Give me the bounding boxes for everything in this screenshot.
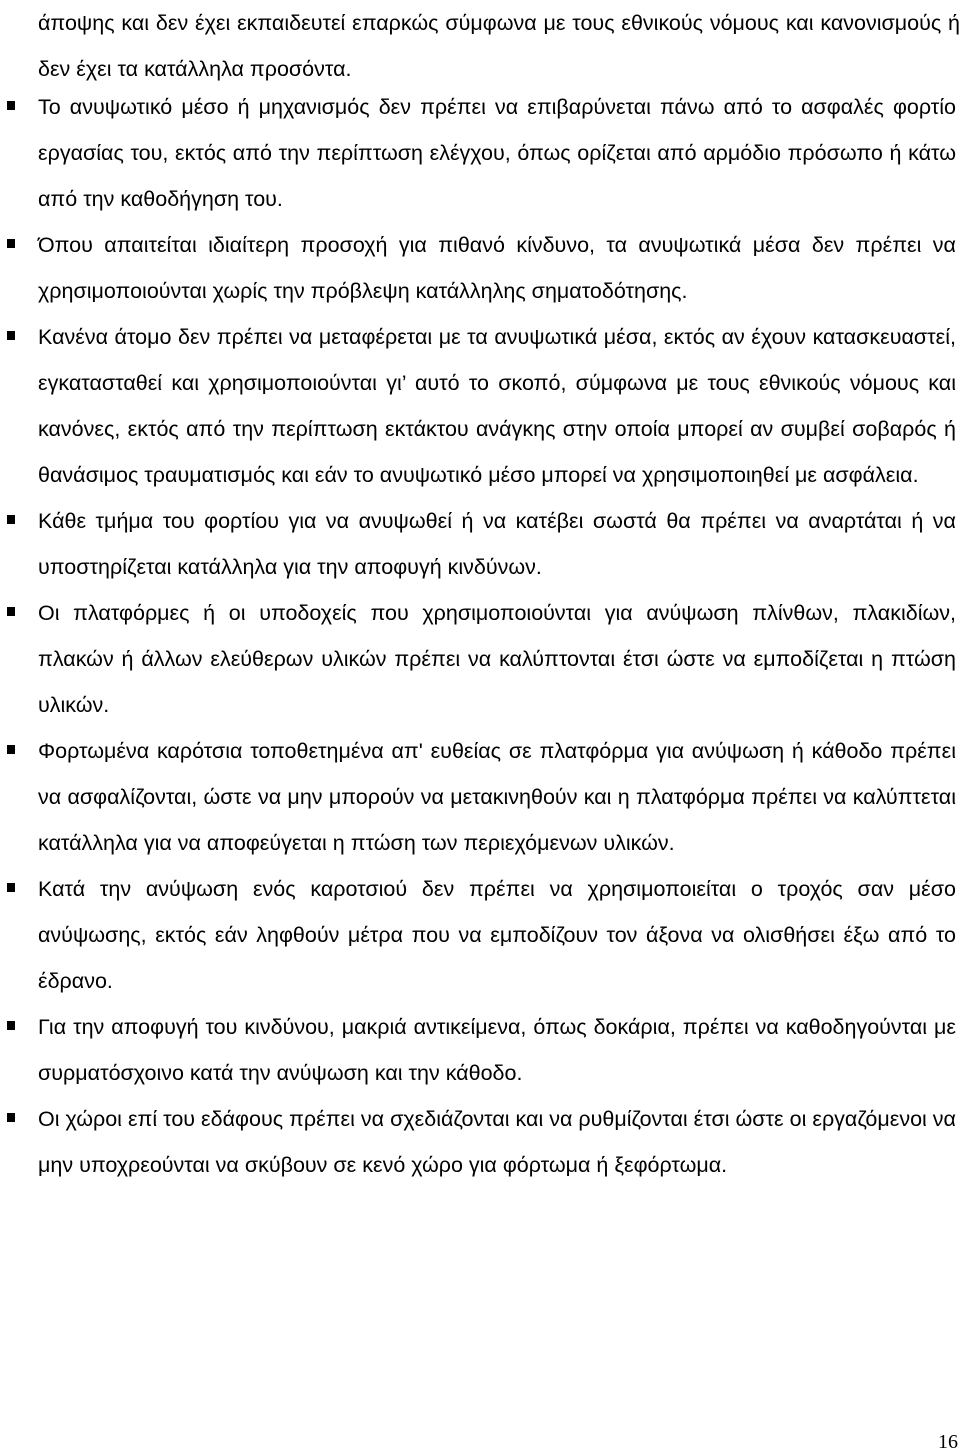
list-item [0,1004,960,1096]
list-item [0,1096,960,1188]
square-bullet-icon [7,607,15,616]
list-item-text: Φορτωμένα καρότσια τοποθετημένα απ' ευθείας σε πλατφόρμα για ανύψωση ή κάθοδο πρέπει να ασφαλίζονται, ώστε να μην μπορούν να μετακινηθούν και η πλατφόρμα πρέπει να καλύπτεται κατάλληλα για να αποφεύγεται η πτώση των περιεχόμενων υλικών. [38,739,956,855]
list-item-text: Οι χώροι επί του εδάφους πρέπει να σχεδιάζονται και να ρυθμίζονται έτσι ώστε οι εργαζόμενοι να μην υποχρεούνται να σκύβουν σε κενό χώρο για φόρτωμα ή ξεφόρτωμα. [38,1107,956,1177]
square-bullet-icon [7,883,15,892]
list-item [0,866,960,1004]
list-item-text: Κάθε τμήμα του φορτίου για να ανυψωθεί ή να κατέβει σωστά θα πρέπει να αναρτάται ή να υποστηρίζεται κατάλληλα για την αποφυγή κινδύνων. [38,509,956,579]
list-item [0,590,960,728]
square-bullet-icon [7,1021,15,1030]
list-item [0,84,960,222]
bullet-list [0,84,960,1188]
continuation-paragraph: άποψης και δεν έχει εκπαιδευτεί επαρκώς σύμφωνα με τους εθνικούς νόμους και κανονισμούς ή δεν έχει τα κατάλληλα προσόντα. [38,11,960,81]
list-item-text: Κατά την ανύψωση ενός καροτσιού δεν πρέπει να χρησιμοποιείται ο τροχός σαν μέσο ανύψωσης, εκτός εάν ληφθούν μέτρα που να εμποδίζουν τον άξονα να ολισθήσει έξω από το έδρανο. [38,877,956,993]
list-item-text: Κανένα άτομο δεν πρέπει να μεταφέρεται με τα ανυψωτικά μέσα, εκτός αν έχουν κατασκευαστεί, εγκατασταθεί και χρησιμοποιούνται γι’ αυτό το σκοπό, σύμφωνα με τους εθνικούς νόμους και κανόνες, εκτός από την περίπτωση εκτάκτου ανάγκης στην οποία μπορεί αν συμβεί σοβαρός ή θανάσιμος τραυματισμός και εάν το ανυψωτικό μέσο μπορεί να χρησιμοποιηθεί με ασφάλεια. [38,325,956,487]
list-item [0,728,960,866]
list-item-text: Οι πλατφόρμες ή οι υποδοχείς που χρησιμοποιούνται για ανύψωση πλίνθων, πλακιδίων, πλακών ή άλλων ελεύθερων υλικών πρέπει να καλύπτονται έτσι ώστε να εμποδίζεται η πτώση υλικών. [38,601,956,717]
square-bullet-icon [7,331,15,340]
list-item-text: Για την αποφυγή του κινδύνου, μακριά αντικείμενα, όπως δοκάρια, πρέπει να καθοδηγούνται με συρματόσχοινο κατά την ανύψωση και την κάθοδο. [38,1015,956,1085]
square-bullet-icon [7,239,15,248]
square-bullet-icon [7,1113,15,1122]
page-number: 16 [938,1431,958,1453]
list-item [0,498,960,590]
list-item-text: Το ανυψωτικό μέσο ή μηχανισμός δεν πρέπει να επιβαρύνεται πάνω από το ασφαλές φορτίο εργασίας του, εκτός από την περίπτωση ελέγχου, όπως ορίζεται από αρμόδιο πρόσωπο ή κάτω από την καθοδήγηση του. [38,95,956,211]
list-item-text: Όπου απαιτείται ιδιαίτερη προσοχή για πιθανό κίνδυνο, τα ανυψωτικά μέσα δεν πρέπει να χρησιμοποιούνται χωρίς την πρόβλεψη κατάλληλης σηματοδότησης. [38,233,956,303]
list-item [0,314,960,498]
square-bullet-icon [7,745,15,754]
square-bullet-icon [7,101,15,110]
square-bullet-icon [7,515,15,524]
list-item [0,222,960,314]
